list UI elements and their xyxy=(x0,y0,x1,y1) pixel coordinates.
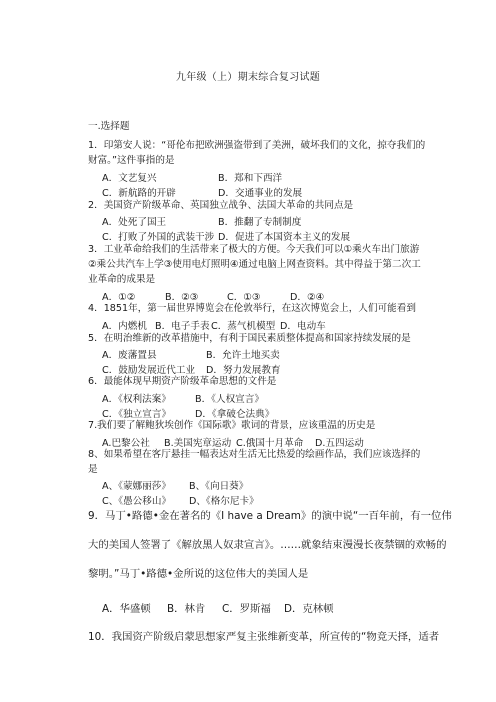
question-6-option-c: C．《独立宣言》 xyxy=(102,409,172,420)
question-7-option-d: D.五四运动 xyxy=(315,438,364,449)
question-7-text: 7.我们要了解鲍狄埃创作《国际歌》歌词的背景，应该重温的历史是 xyxy=(88,420,376,431)
question-2-option-d: D．促进了本国资本主义的发展 xyxy=(218,232,351,243)
document-title: 九年级（上）期末综合复习试题 xyxy=(175,72,321,83)
question-9-option-a: A．华盛顿 xyxy=(102,603,151,615)
question-9-text-cont-2: 黎明。”马丁•路德•金所说的这位伟大的美国人是 xyxy=(88,568,309,580)
question-4-option-d: D．电动车 xyxy=(280,321,326,332)
question-1-option-b: B．郑和下西洋 xyxy=(218,173,283,184)
question-9-option-b: B．林肯 xyxy=(167,603,206,615)
question-9-option-c: C．罗斯福 xyxy=(222,603,271,615)
question-4-text: 4．1851年，第一届世界博览会在伦敦举行，在这次博览会上，人们可能看到 xyxy=(88,303,416,314)
question-2-option-b: B．推翻了专制制度 xyxy=(218,217,302,228)
question-8-option-d: D、《格尔尼卡》 xyxy=(189,496,259,507)
question-2-option-c: C．打败了外国的武装干涉 xyxy=(102,232,215,243)
question-1-text-cont: 财富。”这件事指的是 xyxy=(88,155,175,166)
question-8-option-a: A、《蒙娜丽莎》 xyxy=(102,481,171,492)
question-3-option-d: D．②④ xyxy=(290,292,325,303)
section-heading: 一.选择题 xyxy=(88,121,130,132)
question-6-text: 6．最能体现早期资产阶级革命思想的文件是 xyxy=(88,376,277,387)
question-3-text-cont-2: 业革命的成果是 xyxy=(88,274,156,285)
question-10-text: 10．我国资产阶级启蒙思想家严复主张维新变革，所宣传的“物竞天择，适者 xyxy=(88,631,440,643)
question-8-text: 8、如果希望在客厅悬挂一幅表达对生活无比热爱的绘画作品，我们应该选择的 xyxy=(88,449,421,460)
question-1-text: 1．印第安人说：“哥伦布把欧洲强盗带到了美洲，破坏我们的文化，掠夺我们的 xyxy=(88,140,426,151)
question-1-option-a: A．文艺复兴 xyxy=(102,173,157,184)
question-1-option-c: C．新航路的开辟 xyxy=(102,188,176,199)
question-9-text-cont: 大的美国人签署了《解放黑人奴隶宣言》。……就象结束漫漫长夜禁锢的欢畅的 xyxy=(88,539,447,551)
question-6-option-a: A．《权利法案》 xyxy=(102,394,171,405)
question-6-option-d: D．《拿破仑法典》 xyxy=(195,409,275,420)
question-9-text: 9．马丁•路德•金在著名的《I have a Dream》的演中说“一百年前，有一位伟 xyxy=(88,510,452,522)
question-5-option-b: B．允许土地买卖 xyxy=(206,350,280,361)
question-2-option-a: A．处死了国王 xyxy=(102,217,167,228)
question-3-option-a: A．①② xyxy=(102,292,136,303)
question-8-option-c: C、《愚公移山》 xyxy=(102,496,172,507)
question-4-option-a: A．内燃机 xyxy=(102,321,147,332)
question-7-option-a: A.巴黎公社 xyxy=(102,438,150,449)
question-3-option-c: C．①③ xyxy=(227,292,261,303)
question-5-option-d: D．努力发展教育 xyxy=(206,365,281,376)
question-6-option-b: B．《人权宣言》 xyxy=(195,394,264,405)
question-4-option-b: B．电子手表 xyxy=(155,321,210,332)
question-8-option-b: B、《向日葵》 xyxy=(189,481,249,492)
question-5-option-a: A．废藩置县 xyxy=(102,350,157,361)
question-3-option-b: B．②③ xyxy=(165,292,199,303)
question-5-option-c: C．鼓励发展近代工业 xyxy=(102,365,196,376)
question-8-text-cont: 是 xyxy=(88,464,98,475)
question-5-text: 5．在明治维新的改革措施中，有利于国民素质整体提高和国家持续发展的是 xyxy=(88,333,411,344)
question-4-option-c: C．蒸气机模型 xyxy=(211,321,276,332)
question-1-option-d: D．交通事业的发展 xyxy=(218,188,303,199)
question-7-option-b: B.美国宪章运动 xyxy=(164,438,232,449)
question-2-text: 2．美国资产阶级革命、英国独立战争、法国大革命的共同点是 xyxy=(88,200,354,211)
question-3-text: 3．工业革命给我们的生活带来了极大的方便。今天我们可以①乘火车出门旅游 xyxy=(88,244,420,255)
question-3-text-cont: ②乘公共汽车上学③使用电灯照明④通过电脑上网查资料。其中得益于第二次工 xyxy=(88,259,421,270)
question-9-option-d: D．克林顿 xyxy=(284,603,334,615)
question-7-option-c: C.俄国十月革命 xyxy=(236,438,304,449)
